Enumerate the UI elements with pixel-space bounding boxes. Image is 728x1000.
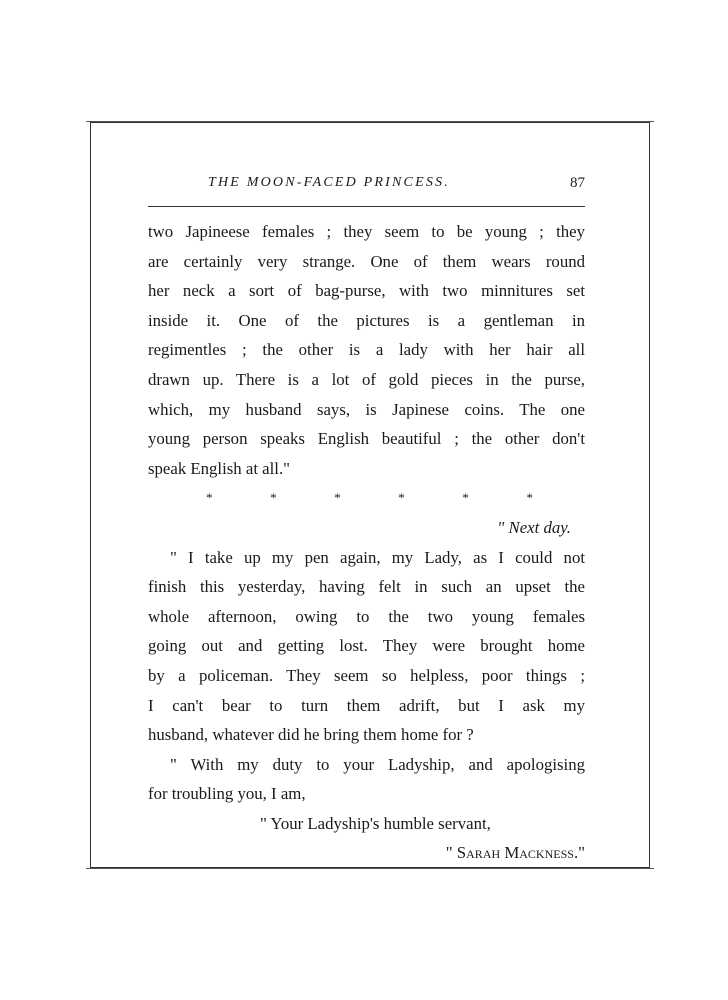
text-line: " I take up my pen again, my Lady, as I could not <box>170 547 585 567</box>
star: * <box>398 490 405 506</box>
text-line: speak English at all." <box>148 458 291 478</box>
star: * <box>206 490 213 506</box>
text-line: inside it. One of the pictures is a gentleman in <box>148 310 585 330</box>
page-number: 87 <box>570 175 585 191</box>
text-line: by a policeman. They seem so helpless, poor things ; <box>148 665 585 685</box>
text-line: two Japineese females ; they seem to be young ; they <box>148 222 585 241</box>
header-rule <box>148 206 585 207</box>
text-line: young person speaks English beautiful ; the other don't <box>148 429 585 449</box>
text-line: whole afternoon, owing to the two young females <box>148 606 585 626</box>
running-title: THE MOON-FACED PRINCESS. <box>208 175 450 190</box>
closing-line: " Your Ladyship's humble servant, <box>260 813 491 833</box>
page-header <box>148 175 585 197</box>
text-line: regimentles ; the other is a lady with her hair all <box>148 340 585 360</box>
text-line: finish this yesterday, having felt in such an upset the <box>148 577 585 597</box>
text-line: I can't bear to turn them adrift, but I ask my <box>148 695 585 715</box>
text-line: " With my duty to your Ladyship, and apologising <box>170 754 585 774</box>
text-line: going out and getting lost. They were brought home <box>148 636 585 656</box>
section-break-stars <box>148 483 585 513</box>
text-line: for troubling you, I am, <box>148 784 306 804</box>
text-line: husband, whatever did he bring them home for ? <box>148 725 474 745</box>
star: * <box>526 490 533 506</box>
star: * <box>270 490 277 506</box>
frame-bottom-rule <box>86 868 654 869</box>
text-line: are certainly very strange. One of them wears round <box>148 251 585 271</box>
text-line: her neck a sort of bag-purse, with two minnitures set <box>148 281 585 301</box>
star: * <box>462 490 469 506</box>
star: * <box>334 490 341 506</box>
signature: " Sarah Mackness." <box>445 843 585 863</box>
text-line: which, my husband says, is Japinese coins. The one <box>148 399 585 419</box>
body-text <box>148 217 585 868</box>
dateline: " Next day. <box>497 517 571 537</box>
text-line: drawn up. There is a lot of gold pieces in the purse, <box>148 369 585 389</box>
